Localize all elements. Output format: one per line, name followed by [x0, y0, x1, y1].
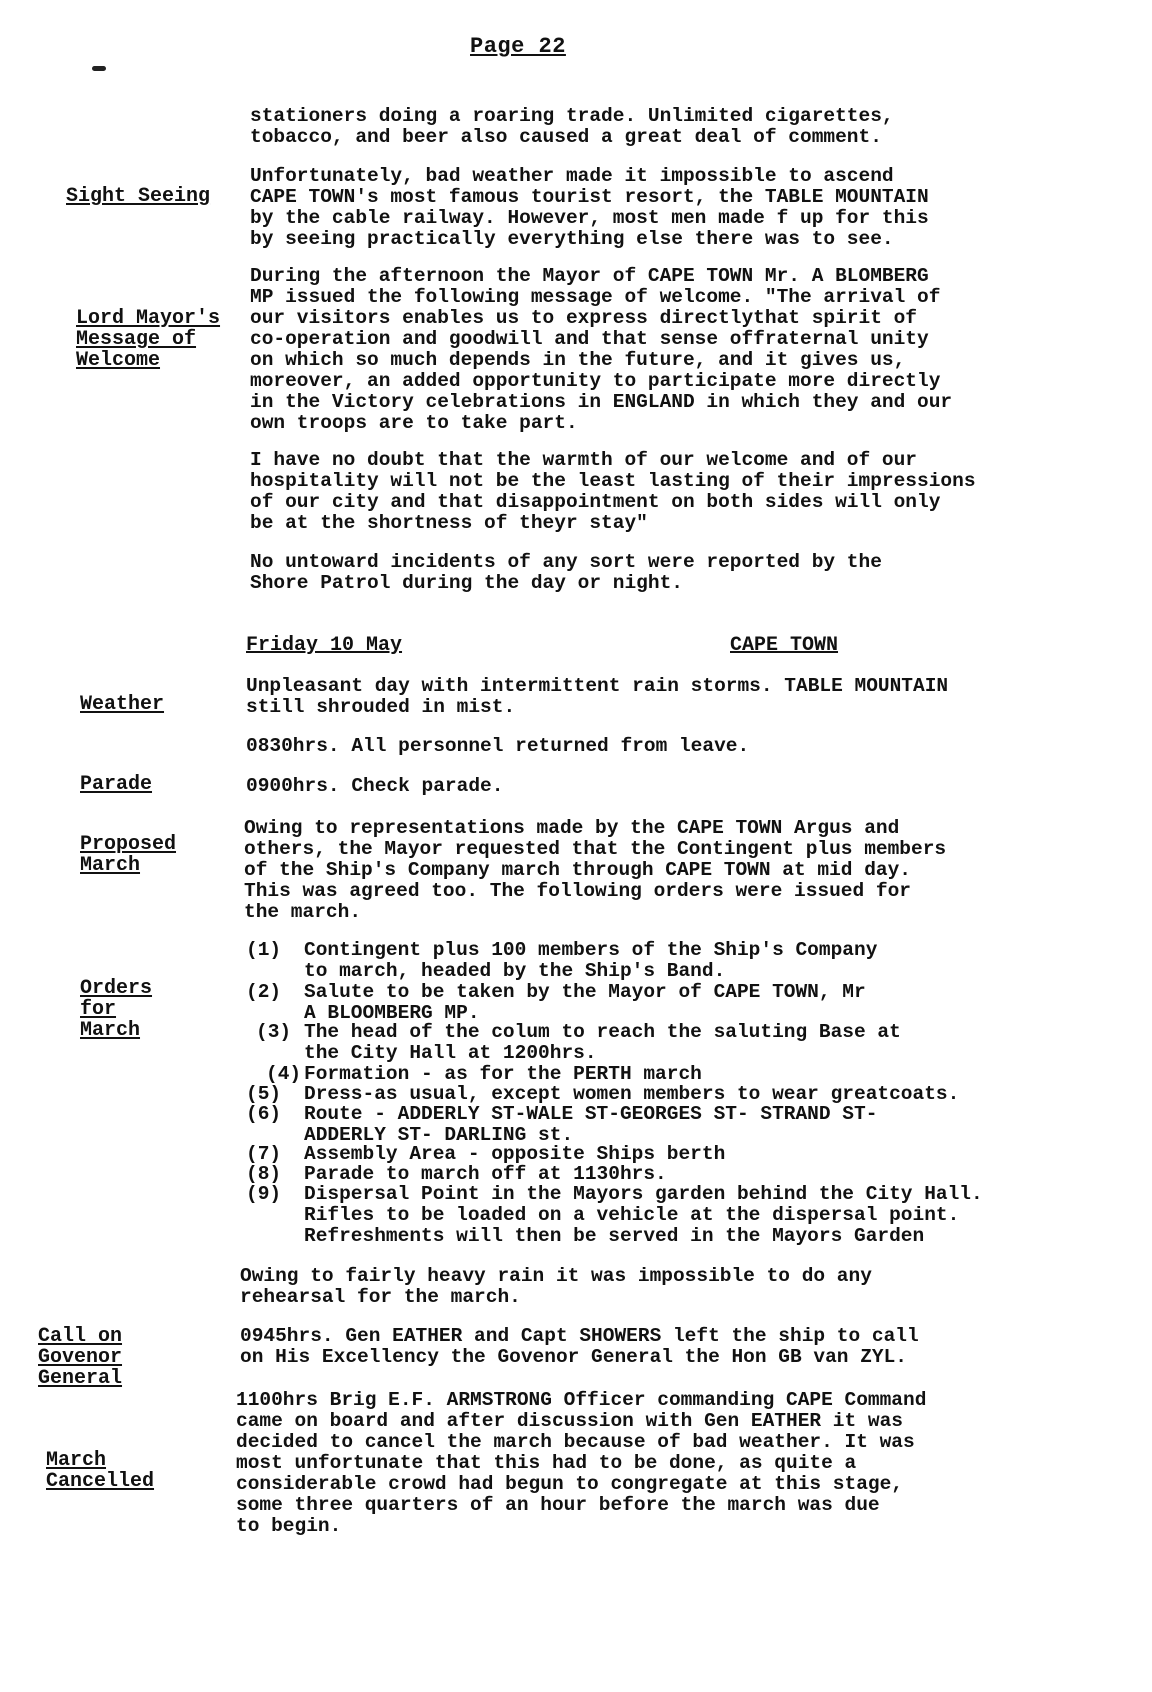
- text-line: rehearsal for the march.: [240, 1286, 521, 1308]
- text-line: some three quarters of an hour before the march was due: [236, 1494, 880, 1516]
- text-line: by seeing practically everything else there was to see.: [250, 228, 894, 250]
- text-line: During the afternoon the Mayor of CAPE TOWN Mr. A BLOMBERG: [250, 265, 929, 287]
- order-text: Assembly Area - opposite Ships berth: [304, 1143, 726, 1165]
- paragraph-stationers: [250, 106, 894, 148]
- order-text: Route - ADDERLY ST-WALE ST-GEORGES ST- STRAND ST-: [304, 1103, 878, 1125]
- order-number: (4): [266, 1063, 302, 1085]
- text-line: Owing to fairly heavy rain it was impossible to do any: [240, 1265, 872, 1287]
- text-line: Owing to representations made by the CAPE TOWN Argus and: [244, 817, 900, 839]
- side-heading-march-cancelled: [46, 1450, 154, 1492]
- text-line: came on board and after discussion with Gen EATHER it was: [236, 1410, 904, 1432]
- order-item: [246, 982, 866, 1024]
- entry-place: CAPE TOWN: [730, 634, 839, 657]
- order-number: (7): [246, 1143, 282, 1165]
- order-number: (5): [246, 1083, 282, 1105]
- order-text: Refreshments will then be served in the Mayors Garden: [304, 1225, 925, 1247]
- text-line: No untoward incidents of any sort were reported by the: [250, 551, 882, 573]
- text-line: most unfortunate that this had to be done, as quite a: [236, 1452, 857, 1474]
- paragraph-march-cancelled: [236, 1390, 926, 1537]
- text-line: 0830hrs. All personnel returned from leave.: [246, 735, 750, 757]
- text-line: 1100hrs Brig E.F. ARMSTRONG Officer commanding CAPE Command: [236, 1389, 927, 1411]
- text-line: our visitors enables us to express directlythat spirit of: [250, 307, 918, 329]
- text-line: co-operation and goodwill and that sense offraternal unity: [250, 328, 929, 350]
- text-line: be at the shortness of theyr stay": [250, 512, 648, 534]
- text-line: Unfortunately, bad weather made it impossible to ascend: [250, 165, 894, 187]
- paragraph-weather: [246, 676, 948, 718]
- side-heading-line: Call on: [38, 1325, 123, 1348]
- order-item: [246, 1104, 877, 1146]
- side-heading-line: Welcome: [76, 349, 161, 372]
- side-heading-orders-for-march: [80, 978, 152, 1041]
- side-heading-line: March: [46, 1449, 107, 1472]
- order-item: [266, 1064, 702, 1085]
- text-line: in the Victory celebrations in ENGLAND in which they and our: [250, 391, 953, 413]
- text-line: 0900hrs. Check parade.: [246, 775, 504, 797]
- text-line: by the cable railway. However, most men made f up for this: [250, 207, 929, 229]
- text-line: still shrouded in mist.: [246, 696, 516, 718]
- paragraph-proposed-march: [244, 818, 946, 923]
- text-line: tobacco, and beer also caused a great deal of comment.: [250, 126, 882, 148]
- side-heading-call-on-govenor: [38, 1326, 122, 1389]
- order-number: (6): [246, 1103, 282, 1125]
- paragraph-call-on-govenor: [240, 1326, 919, 1368]
- side-heading-line: Orders: [80, 977, 153, 1000]
- text-line: to begin.: [236, 1515, 342, 1537]
- text-line: moreover, an added opportunity to participate more directly: [250, 370, 941, 392]
- side-heading-line: Cancelled: [46, 1470, 155, 1493]
- side-heading-weather: Weather: [80, 693, 165, 716]
- text-line: on His Excellency the Govenor General the Hon GB van ZYL.: [240, 1346, 908, 1368]
- text-line: others, the Mayor requested that the Contingent plus members: [244, 838, 947, 860]
- paragraph-leave: [246, 736, 749, 757]
- order-number: (1): [246, 939, 282, 961]
- entry-date: Friday 10 May: [246, 634, 403, 657]
- order-text: Contingent plus 100 members of the Ship's Company: [304, 939, 878, 961]
- ink-blot: [92, 66, 106, 71]
- text-line: on which so much depends in the future, and it gives us,: [250, 349, 906, 371]
- paragraph-mayor-message: [250, 266, 952, 434]
- text-line: 0945hrs. Gen EATHER and Capt SHOWERS left the ship to call: [240, 1325, 919, 1347]
- text-line: MP issued the following message of welcome. "The arrival of: [250, 286, 941, 308]
- text-line: Shore Patrol during the day or night.: [250, 572, 683, 594]
- side-heading-parade: Parade: [80, 773, 153, 796]
- side-heading-line: General: [38, 1367, 123, 1390]
- order-number: (3): [256, 1021, 292, 1043]
- order-text: A BLOOMBERG MP.: [304, 1002, 480, 1024]
- order-text: Rifles to be loaded on a vehicle at the dispersal point.: [304, 1204, 960, 1226]
- text-line: This was agreed too. The following orders were issued for: [244, 880, 912, 902]
- order-text: to march, headed by the Ship's Band.: [304, 960, 726, 982]
- order-item: [246, 1144, 725, 1165]
- order-item: [246, 940, 877, 982]
- order-text: Dispersal Point in the Mayors garden behind the City Hall.: [304, 1183, 983, 1205]
- text-line: Unpleasant day with intermittent rain storms. TABLE MOUNTAIN: [246, 675, 949, 697]
- text-line: decided to cancel the march because of bad weather. It was: [236, 1431, 915, 1453]
- order-text: Salute to be taken by the Mayor of CAPE TOWN, Mr: [304, 981, 866, 1003]
- side-heading-sight-seeing: Sight Seeing: [66, 185, 211, 208]
- text-line: of the Ship's Company march through CAPE TOWN at mid day.: [244, 859, 912, 881]
- order-text: Parade to march off at 1130hrs.: [304, 1163, 667, 1185]
- order-number: (2): [246, 981, 282, 1003]
- order-text: ADDERLY ST- DARLING st.: [304, 1124, 574, 1146]
- order-item: [246, 1084, 959, 1105]
- order-item: [246, 1164, 667, 1185]
- order-text: Formation - as for the PERTH march: [304, 1063, 702, 1085]
- order-text: Dress-as usual, except women members to wear greatcoats.: [304, 1083, 960, 1105]
- text-line: hospitality will not be the least lasting of their impressions: [250, 470, 976, 492]
- paragraph-shore-patrol: [250, 552, 882, 594]
- text-line: of our city and that disappointment on both sides will only: [250, 491, 941, 513]
- side-heading-line: March: [80, 854, 141, 877]
- side-heading-line: Proposed: [80, 833, 177, 856]
- order-number: (8): [246, 1163, 282, 1185]
- order-text: the City Hall at 1200hrs.: [304, 1042, 597, 1064]
- side-heading-line: Lord Mayor's: [76, 307, 221, 330]
- text-line: stationers doing a roaring trade. Unlimited cigarettes,: [250, 105, 894, 127]
- side-heading-line: Message of: [76, 328, 197, 351]
- page-number: Page 22: [470, 34, 566, 59]
- side-heading-line: Govenor: [38, 1346, 123, 1369]
- order-number: (9): [246, 1183, 282, 1205]
- order-item: [246, 1184, 983, 1247]
- side-heading-line: for: [80, 998, 117, 1021]
- text-line: own troops are to take part.: [250, 412, 578, 434]
- paragraph-rain: [240, 1266, 872, 1308]
- side-heading-lord-mayor-message: [76, 308, 220, 371]
- side-heading-line: March: [80, 1019, 141, 1042]
- order-item: [256, 1022, 901, 1064]
- order-text: The head of the colum to reach the saluting Base at: [304, 1021, 901, 1043]
- paragraph-sight-seeing: [250, 166, 929, 250]
- text-line: the march.: [244, 901, 362, 923]
- text-line: considerable crowd had begun to congregate at this stage,: [236, 1473, 904, 1495]
- side-heading-proposed-march: [80, 834, 176, 876]
- text-line: CAPE TOWN's most famous tourist resort, the TABLE MOUNTAIN: [250, 186, 929, 208]
- text-line: I have no doubt that the warmth of our welcome and of our: [250, 449, 918, 471]
- paragraph-mayor-message-continued: [250, 450, 976, 534]
- paragraph-parade: [246, 776, 503, 797]
